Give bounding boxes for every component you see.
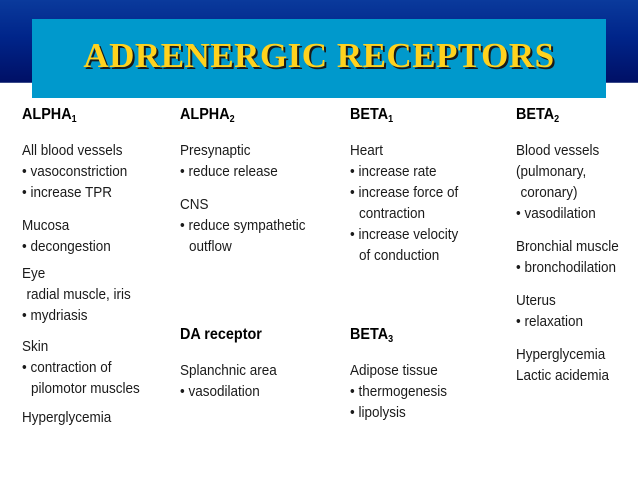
effect-bullet: • increase TPR: [22, 184, 113, 201]
receptor-subscript: 3: [388, 334, 394, 345]
effect-text: Lactic acidemia: [516, 367, 610, 384]
effect-group: [180, 140, 306, 182]
receptor-subscript: 1: [388, 114, 394, 125]
column-alpha1: [22, 104, 140, 440]
effect-text: All blood vessels: [22, 142, 123, 159]
effect-group: [516, 290, 619, 332]
title-banner: [32, 19, 606, 98]
effect-group: [22, 407, 140, 428]
effect-text: Hyperglycemia: [22, 409, 112, 426]
receptor-subscript: 2: [554, 114, 560, 125]
effect-group: [22, 140, 140, 203]
effect-group: [516, 344, 619, 386]
effect-group: [350, 360, 447, 423]
effect-text: CNS: [180, 196, 209, 213]
effect-text: Mucosa: [22, 217, 70, 234]
effect-group: [180, 360, 277, 402]
receptor-heading: $BETA_2$: [516, 106, 560, 125]
effect-text: Blood vessels: [516, 142, 600, 159]
effect-text: contraction: [359, 205, 426, 222]
effect-text: pilomotor muscles: [31, 380, 140, 397]
effect-text: Heart: [350, 142, 384, 159]
effect-bullet: • thermogenesis: [350, 383, 448, 400]
receptor-subscript: 2: [229, 114, 235, 125]
page-title: ADRENERGIC RECEPTORS: [83, 35, 555, 75]
effect-group: [180, 194, 306, 257]
effect-bullet: • increase force of: [350, 184, 459, 201]
effect-bullet: • decongestion: [22, 238, 111, 255]
effect-text: (pulmonary,: [516, 163, 587, 180]
column-alpha2: [180, 104, 306, 269]
effect-bullet: • vasoconstriction: [22, 163, 128, 180]
effect-bullet: • lipolysis: [350, 404, 406, 421]
effect-text: Bronchial muscle: [516, 238, 619, 255]
effect-bullet: • reduce sympathetic: [180, 217, 306, 234]
column-beta3: [350, 324, 447, 435]
receptor-heading: DA receptor: [180, 326, 262, 343]
receptor-heading: $ALPHA_1$: [22, 106, 77, 125]
effect-bullet: • mydriasis: [22, 307, 88, 324]
receptor-heading: $ALPHA_2$: [180, 106, 235, 125]
effect-bullet: • increase rate: [350, 163, 437, 180]
effect-text: Adipose tissue: [350, 362, 438, 379]
effect-bullet: • reduce release: [180, 163, 278, 180]
receptor-heading: $BETA_3$: [350, 326, 394, 345]
effect-bullet: • increase velocity: [350, 226, 459, 243]
effect-text: Hyperglycemia: [516, 346, 606, 363]
effect-text: Eye: [22, 265, 46, 282]
effect-text: of conduction: [359, 247, 440, 264]
receptor-subscript: 1: [71, 114, 77, 125]
effect-text: radial muscle, iris: [26, 286, 131, 303]
effect-bullet: • vasodilation: [516, 205, 596, 222]
column-da-receptor: [180, 324, 277, 414]
effect-text: Skin: [22, 338, 49, 355]
effect-text: Uterus: [516, 292, 556, 309]
column-beta2: [516, 104, 619, 398]
effect-group: [516, 236, 619, 278]
effect-bullet: • vasodilation: [180, 383, 260, 400]
effect-group: [22, 336, 140, 399]
effect-group: [22, 215, 140, 257]
effect-group: [22, 263, 140, 326]
effect-text: Presynaptic: [180, 142, 251, 159]
effect-text: outflow: [189, 238, 232, 255]
effect-text: coronary): [520, 184, 578, 201]
effect-bullet: • bronchodilation: [516, 259, 617, 276]
column-beta1: [350, 104, 458, 278]
effect-bullet: • contraction of: [22, 359, 112, 376]
effect-text: Splanchnic area: [180, 362, 277, 379]
effect-group: [350, 140, 458, 266]
effect-bullet: • relaxation: [516, 313, 584, 330]
effect-group: [516, 140, 619, 224]
receptor-heading: $BETA_1$: [350, 106, 394, 125]
